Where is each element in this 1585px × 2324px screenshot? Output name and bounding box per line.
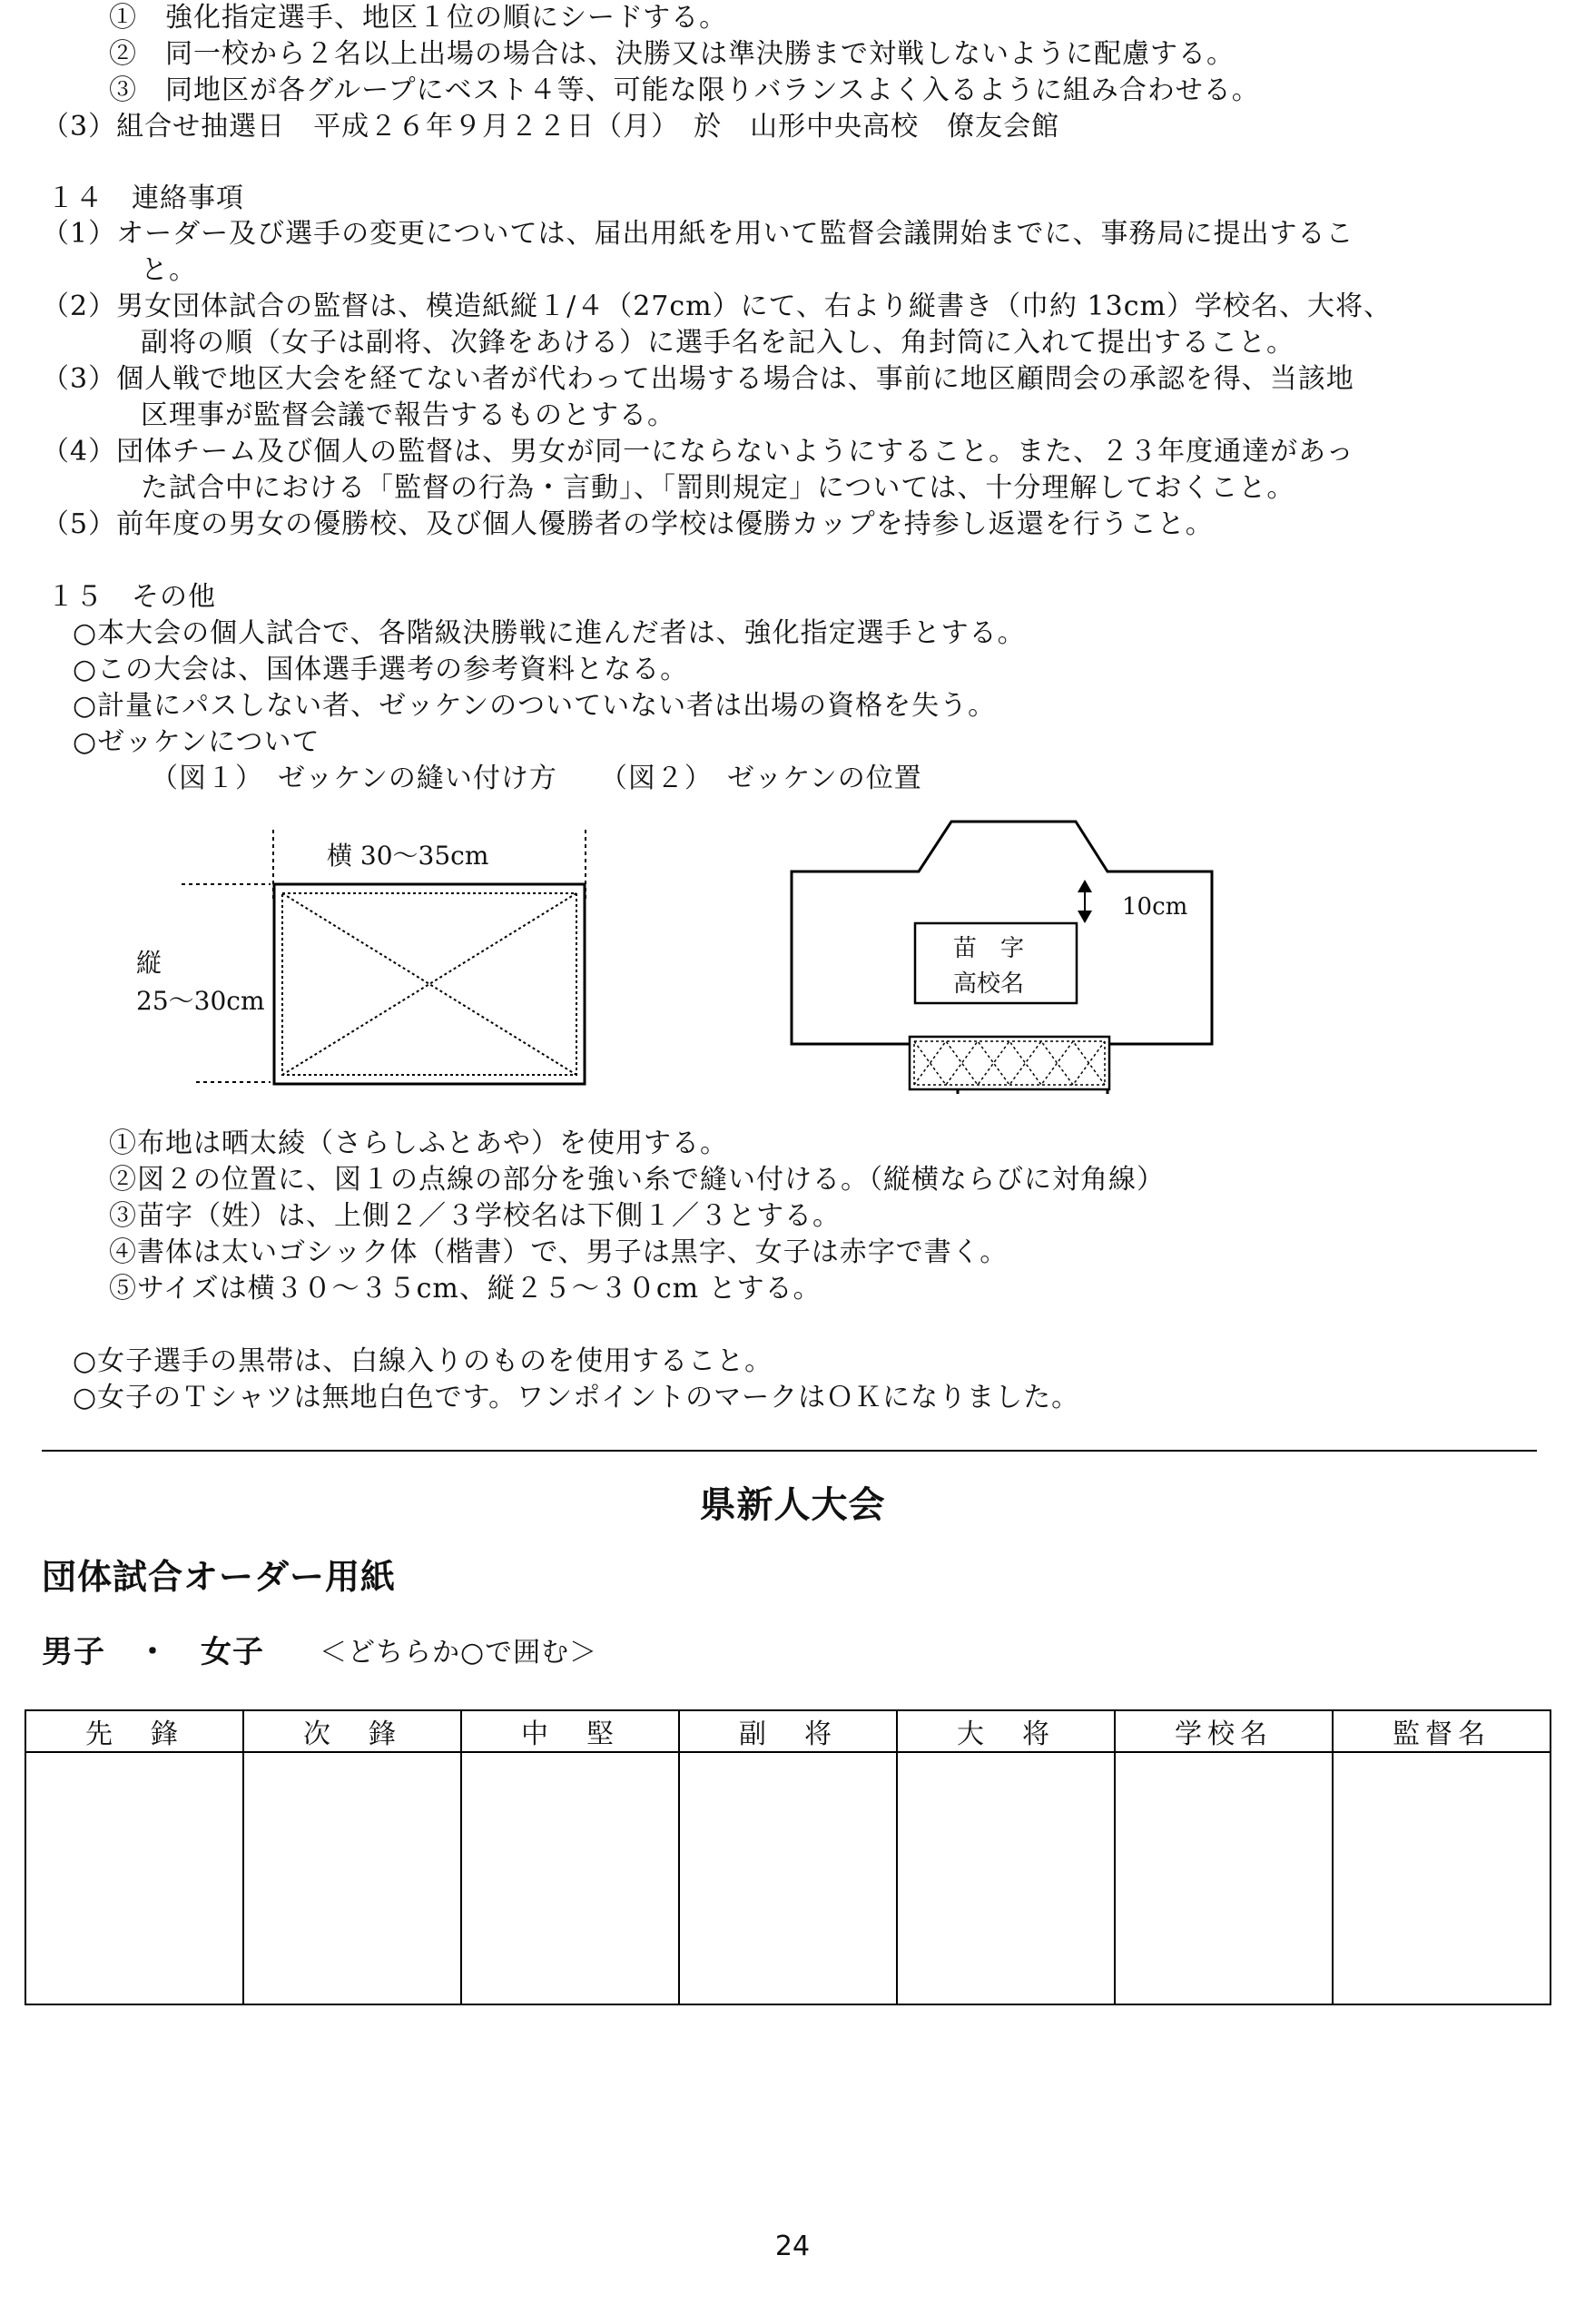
- notice-5-line-1: （5）前年度の男女の優勝校、及び個人優勝者の学校は優勝カップを持参し返還を行うこと。: [42, 508, 1214, 540]
- chuken-entry-cell[interactable]: [461, 1752, 679, 2004]
- col-coach-name: 監督名: [1333, 1710, 1551, 1752]
- seeding-item-1: ① 強化指定選手、地区１位の順にシードする。: [109, 2, 728, 34]
- taisho-entry-cell[interactable]: [897, 1752, 1115, 2004]
- note-black-belt: ○女子選手の黒帯は、白線入りのものを使用すること。: [73, 1345, 773, 1377]
- notice-2-line-1: （2）男女団体試合の監督は、模造紙縦１/４（27cm）にて、右より縦書き（巾約 13cm）学校名、大将、: [42, 290, 1392, 322]
- notice-2-line-2: 副将の順（女子は副将、次鋒をあける）に選手名を記入し、角封筒に入れて提出すること。: [141, 327, 1295, 359]
- order-entry-row: [25, 1752, 1551, 2004]
- zekken-rule-3: ③苗字（姓）は、上側２／３学校名は下側１／３とする。: [109, 1200, 841, 1232]
- seeding-item-3: ③ 同地区が各グループにベスト４等、可能な限りバランスよく入るように組み合わせる。: [109, 74, 1260, 106]
- fig1-height-label-1: 縦: [136, 948, 162, 978]
- fig1-zekken-sewing-diagram: [127, 817, 617, 1108]
- section-divider: [42, 1450, 1537, 1452]
- zekken-rule-1: ①布地は晒太綾（さらしふとあや）を使用する。: [109, 1128, 728, 1159]
- senpo-entry-cell[interactable]: [25, 1752, 243, 2004]
- seeding-item-2: ② 同一校から２名以上出場の場合は、決勝又は準決勝まで対戦しないように配慮する。: [109, 38, 1235, 70]
- event-title: 県新人大会: [699, 1484, 886, 1526]
- other-item-3: ○計量にパスしない者、ゼッケンのついていない者は出場の資格を失う。: [73, 690, 997, 722]
- section-15-heading: １５ その他: [47, 581, 216, 613]
- zekken-rule-2: ②図２の位置に、図１の点線の部分を強い糸で縫い付ける。（縦横ならびに対角線）: [109, 1164, 1165, 1196]
- fig2-school-label: 高校名: [953, 970, 1025, 998]
- fig1-height-label-2: 25〜30cm: [136, 986, 265, 1016]
- other-item-4: ○ゼッケンについて: [73, 726, 320, 758]
- school-name-entry-cell[interactable]: [1115, 1752, 1333, 2004]
- other-item-2: ○この大会は、国体選手選考の参考資料となる。: [73, 654, 689, 685]
- fig2-zekken-position-diagram: [781, 812, 1253, 1112]
- notice-4-line-2: た試合中における「監督の行為・言動」、「罰則規定」については、十分理解しておくこと。: [141, 472, 1295, 504]
- other-item-1: ○本大会の個人試合で、各階級決勝戦に進んだ者は、強化指定選手とする。: [73, 617, 1026, 649]
- jiho-entry-cell[interactable]: [243, 1752, 461, 2004]
- col-school-name: 学校名: [1115, 1710, 1333, 1752]
- order-table-header: [25, 1710, 1551, 1752]
- gender-select-label[interactable]: 男子 ・ 女子: [42, 1634, 264, 1670]
- notice-3-line-1: （3）個人戦で地区大会を経てない者が代わって出場する場合は、事前に地区顧問会の承認を得、当該地: [42, 363, 1354, 395]
- page-number: 24: [774, 2230, 811, 2262]
- form-title: 団体試合オーダー用紙: [42, 1557, 397, 1597]
- fig2-offset-arrow-down: [1078, 911, 1092, 923]
- zekken-rule-4: ④書体は太いゴシック体（楷書）で、男子は黒字、女子は赤字で書く。: [109, 1236, 1009, 1268]
- fig2-name-label: 苗 字: [953, 935, 1025, 962]
- draw-date-line: （3）組合せ抽選日 平成２６年９月２２日（月） 於 山形中央高校 僚友会館: [42, 111, 1060, 143]
- fig1-outer-cloth: [274, 884, 585, 1084]
- notice-1-line-2: と。: [141, 254, 197, 286]
- col-senpo: 先 鋒: [25, 1710, 243, 1752]
- gender-select-hint: ＜どちらか○で囲む＞: [320, 1637, 598, 1669]
- note-t-shirt: ○女子のＴシャツは無地白色です。ワンポイントのマークはＯＫになりました。: [73, 1382, 1080, 1413]
- fig1-width-label: 横 30〜35cm: [327, 841, 489, 871]
- col-jiho: 次 鋒: [243, 1710, 461, 1752]
- zekken-rule-5: ⑤サイズは横３０～３５cm、縦２５～３０cm とする。: [109, 1273, 822, 1305]
- figure-captions: （図１） ゼッケンの縫い付け方 （図２） ゼッケンの位置: [151, 763, 922, 794]
- col-fukusho: 副 将: [679, 1710, 897, 1752]
- fukusho-entry-cell[interactable]: [679, 1752, 897, 2004]
- notice-4-line-1: （4）団体チーム及び個人の監督は、男女が同一にならないようにすること。また、２３年度通達があっ: [42, 436, 1354, 468]
- coach-name-entry-cell[interactable]: [1333, 1752, 1551, 2004]
- team-order-table: [25, 1709, 1551, 2005]
- notice-1-line-1: （1）オーダー及び選手の変更については、届出用紙を用いて監督会議開始までに、事務局に提出するこ: [42, 218, 1354, 250]
- fig2-zekken-cloth: [910, 1037, 1109, 1089]
- fig2-offset-arrow-up: [1078, 880, 1092, 892]
- col-taisho: 大 将: [897, 1710, 1115, 1752]
- section-14-heading: １４ 連絡事項: [47, 182, 244, 214]
- fig2-offset-label: 10cm: [1122, 893, 1188, 921]
- col-chuken: 中 堅: [461, 1710, 679, 1752]
- notice-3-line-2: 区理事が監督会議で報告するものとする。: [141, 399, 675, 431]
